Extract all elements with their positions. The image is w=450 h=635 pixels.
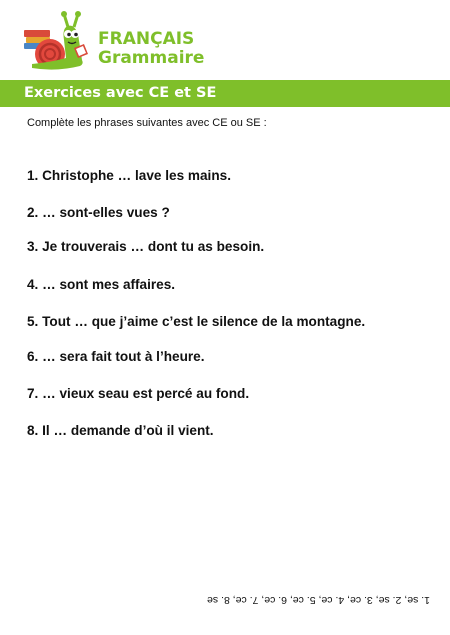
question-2: 2. … sont-elles vues ? <box>27 205 170 220</box>
question-7: 7. … vieux seau est percé au fond. <box>27 386 250 401</box>
question-5: 5. Tout … que j’aime c’est le silence de la montagne. <box>27 314 366 329</box>
subject-line2: Grammaire <box>98 48 205 68</box>
instructions: Complète les phrases suivantes avec CE ou SE : <box>27 117 267 129</box>
subject-title <box>98 30 204 68</box>
answer-key-upside-down: 1. se, 2. se, 3. ce, 4. ce, 5. ce, 6. ce, 7. ce, 8. se <box>207 594 430 606</box>
logo <box>22 10 94 74</box>
subject-line1: FRANÇAIS <box>98 29 195 49</box>
question-1: 1. Christophe … lave les mains. <box>27 168 231 183</box>
question-6: 6. … sera fait tout à l’heure. <box>27 349 205 364</box>
snail-reading-book-icon <box>22 10 94 74</box>
banner-title: Exercices avec CE et SE <box>24 85 217 101</box>
question-3: 3. Je trouverais … dont tu as besoin. <box>27 239 265 254</box>
question-8: 8. Il … demande d’où il vient. <box>27 423 214 438</box>
question-4: 4. … sont mes affaires. <box>27 277 176 292</box>
section-banner <box>0 80 450 107</box>
